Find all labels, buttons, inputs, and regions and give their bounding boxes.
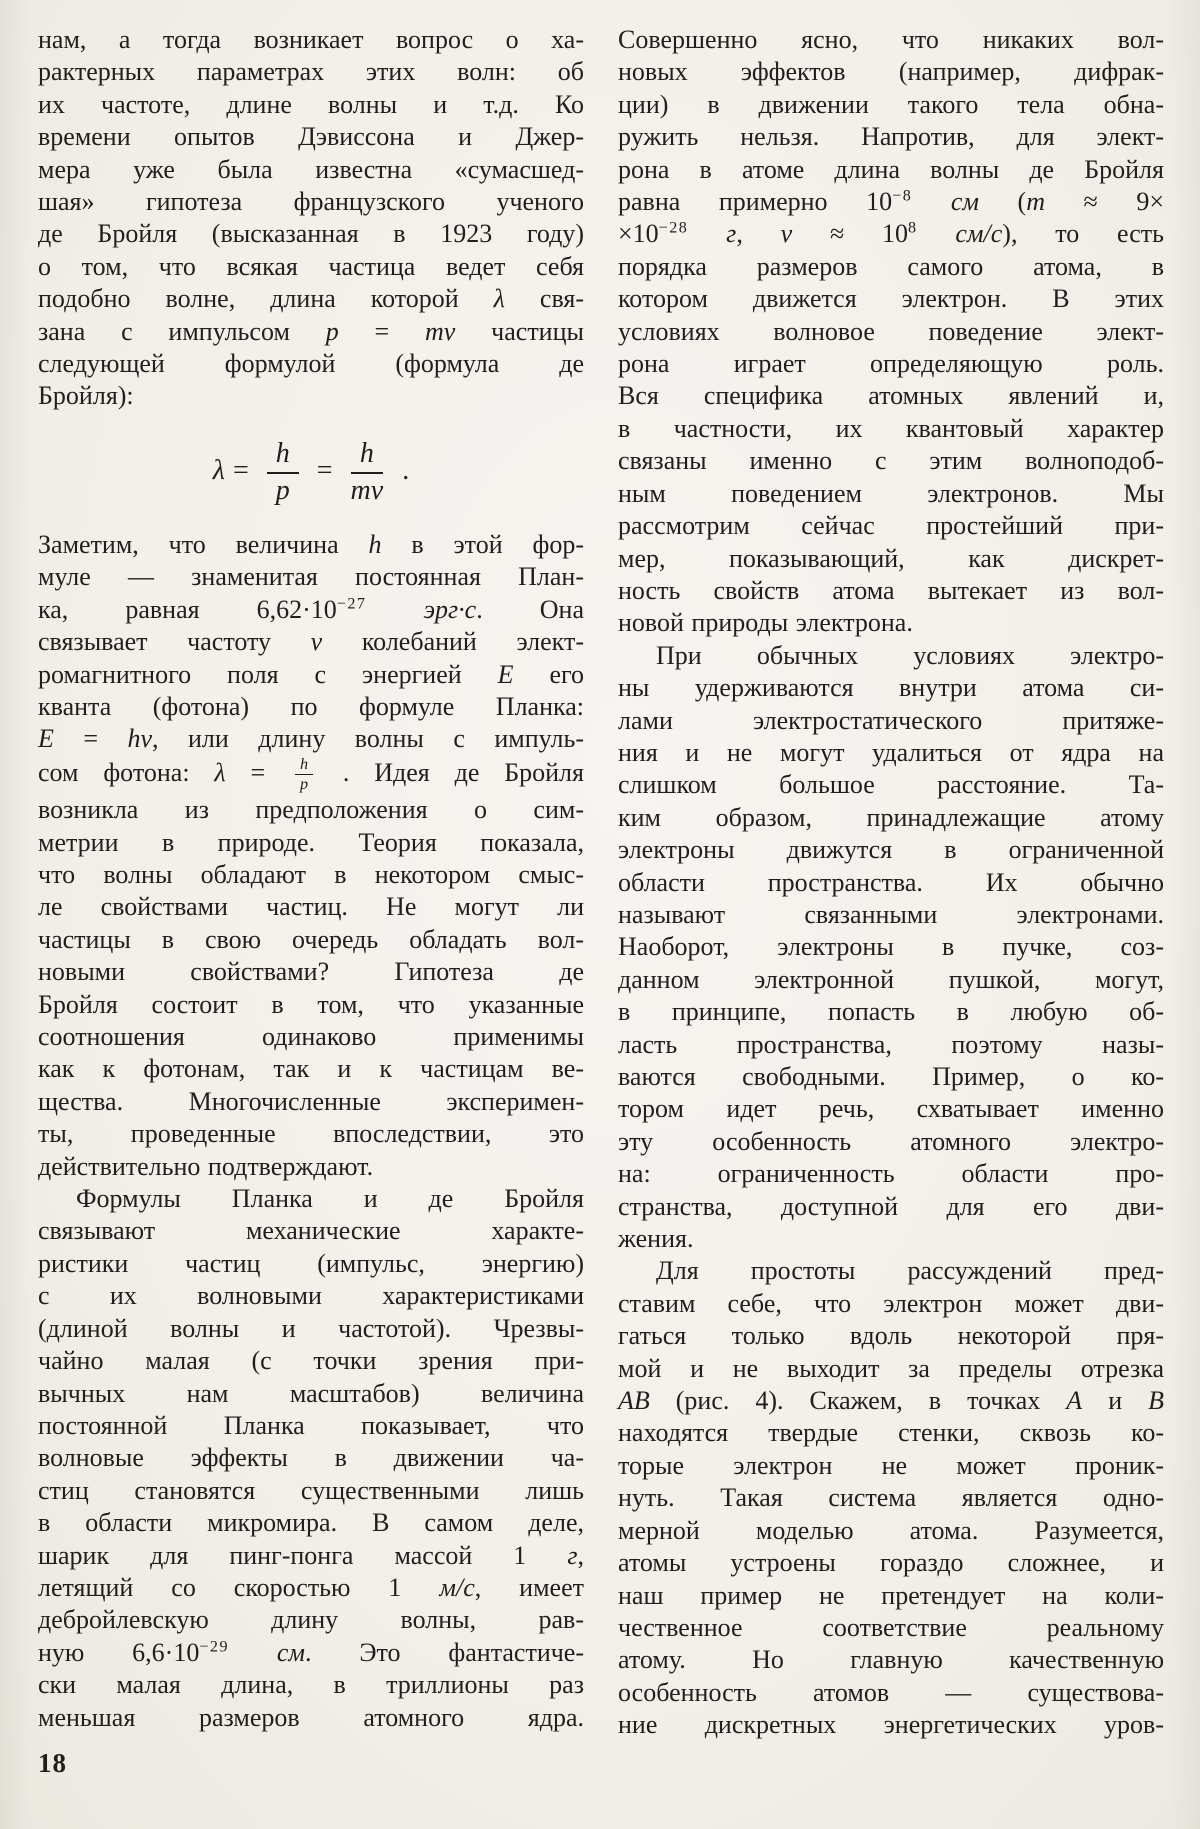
- text-line: связывают механические характе-: [38, 1216, 584, 1246]
- text-line: волновые эффекты в движении ча-: [38, 1443, 584, 1473]
- text-line: новой природы электрона.: [618, 608, 913, 638]
- de-broglie-formula: λ = $\frac{h}{p}$ = $\frac{h}{mv}$ .: [212, 437, 410, 506]
- text-line: ния и не могут удалиться от ядра на: [618, 737, 1164, 767]
- text-line: рактерных параметрах этих волн: об: [38, 57, 584, 87]
- text-line: как к фотонам, так и к частицам ве-: [38, 1054, 584, 1084]
- text-line: равна примерно $10^{-8}$ см (m ≈ 9×: [618, 187, 1165, 217]
- text-line: Совершенно ясно, что никаких вол-: [618, 25, 1164, 54]
- text-line: постоянной Планка показывает, что: [38, 1410, 584, 1440]
- text-line: Вся специфика атомных явлений и,: [618, 381, 1164, 411]
- text-line: условиях волновое поведение элект-: [618, 316, 1164, 346]
- text-line: Бройля):: [38, 381, 134, 411]
- text-line: рона играет определяющую роль.: [618, 349, 1164, 379]
- text-line: атому. Но главную качественную: [618, 1645, 1164, 1675]
- text-line: мой и не выходит за пределы отрезка: [618, 1353, 1164, 1383]
- text-line: AB (рис. 4). Скажем, в точках A и B: [618, 1386, 1165, 1416]
- text-line: чайно малая (с точки зрения при-: [38, 1346, 584, 1376]
- text-line: зана с импульсом p = mv частицы: [38, 316, 584, 346]
- text-line: ски малая длина, в триллионы раз: [38, 1670, 584, 1700]
- text-line: в частности, их квантовый характер: [618, 413, 1164, 443]
- text-line: Формулы Планка и де Бройля: [76, 1184, 584, 1214]
- text-line: мерной моделью атома. Разумеется,: [618, 1515, 1164, 1545]
- text-line: ны удерживаются внутри атома си-: [618, 673, 1164, 703]
- text-line: странства, доступной для его дви-: [618, 1191, 1164, 1221]
- text-line: электроны движутся в ограниченной: [618, 835, 1164, 865]
- text-line: атомы устроены гораздо сложнее, и: [618, 1548, 1164, 1578]
- text-line: шая» гипотеза французского ученого: [38, 187, 584, 217]
- text-line: находятся твердые стенки, сквозь ко-: [618, 1418, 1164, 1448]
- text-line: торые электрон не может проник-: [618, 1450, 1164, 1480]
- left-text-column: [38, 24, 584, 1734]
- text-line: нуть. Такая система является одно-: [618, 1483, 1164, 1513]
- text-line: гаться только вдоль некоторой пря-: [618, 1321, 1164, 1351]
- text-line: щества. Многочисленные эксперимен-: [38, 1086, 584, 1116]
- text-line: области пространства. Их обычно: [618, 867, 1164, 897]
- text-line: $\times 10^{-28}$ г, $v \approx 10^8$ см/с), то есть: [618, 219, 1165, 249]
- text-line: При обычных условиях электро-: [656, 640, 1164, 670]
- text-line: рона в атоме длина волны де Бройля: [618, 154, 1164, 184]
- text-line: наш пример не претендует на коли-: [618, 1580, 1164, 1610]
- text-line: ле свойствами частиц. Не могут ли: [38, 892, 584, 922]
- text-line: (длиной волны и частотой). Чрезвы-: [38, 1313, 584, 1343]
- text-line: Бройля состоит в том, что указанные: [38, 989, 584, 1019]
- text-line: их частоте, длине волны и т.д. Ко: [38, 89, 584, 119]
- text-line: метрии в природе. Теория показала,: [38, 827, 584, 857]
- text-line: данном электронной пушкой, могут,: [618, 964, 1164, 994]
- text-line: мера уже была известна «сумасшед-: [38, 154, 584, 184]
- text-line: связывает частоту ν колебаний элект-: [38, 627, 584, 657]
- right-text-column: [618, 24, 1164, 1742]
- text-line: котором движется электрон. В этих: [618, 284, 1164, 314]
- text-line: летящий со скоростью 1 м/с, имеет: [38, 1572, 584, 1602]
- text-line: Для простоты рассуждений пред-: [656, 1256, 1164, 1286]
- text-line: в области микромира. В самом деле,: [38, 1508, 584, 1538]
- text-line: с их волновыми характеристиками: [38, 1281, 584, 1311]
- text-line: вычных нам масштабов) величина: [38, 1378, 584, 1408]
- text-line: на: ограниченность области про-: [618, 1159, 1164, 1189]
- text-line: лами электростатического притяже-: [618, 705, 1164, 735]
- text-line: следующей формулой (формула де: [38, 349, 584, 379]
- text-line: действительно подтверждают.: [38, 1151, 374, 1181]
- text-line: новыми свойствами? Гипотеза де: [38, 957, 584, 987]
- text-line: возникла из предположения о сим-: [38, 795, 584, 825]
- text-line: подобно волне, длина которой λ свя-: [38, 284, 585, 314]
- text-line: сом фотона: λ = $\frac{h}{p}$ . Идея де Бройля: [38, 755, 584, 794]
- text-line: ние дискретных энергетических уров-: [618, 1710, 1164, 1740]
- text-line: частицы в свою очередь обладать вол-: [38, 924, 584, 954]
- text-line: кванта (фотона) по формуле Планка:: [38, 691, 584, 721]
- text-line: в принципе, попасть в любую об-: [618, 997, 1164, 1027]
- text-line: связаны именно с этим волноподоб-: [618, 446, 1164, 476]
- text-line: ность свойств атома вытекает из вол-: [618, 575, 1164, 605]
- text-line: времени опытов Дэвиссона и Джер-: [38, 122, 584, 152]
- text-line: ным поведением электронов. Мы: [618, 478, 1164, 508]
- text-line: о том, что всякая частица ведет себя: [38, 251, 584, 281]
- text-line: нам, а тогда возникает вопрос о ха-: [38, 25, 584, 54]
- text-line: ристики частиц (импульс, энергию): [38, 1248, 584, 1278]
- text-line: жения.: [618, 1224, 694, 1254]
- text-line: меньшая размеров атомного ядра.: [38, 1702, 584, 1732]
- text-line: новых эффектов (например, дифрак-: [618, 57, 1164, 87]
- text-line: муле — знаменитая постоянная План-: [38, 562, 584, 592]
- text-line: ную $6,6\cdot 10^{-29}$ см. Это фантастиче-: [38, 1637, 585, 1667]
- text-line: E = hν, или длину волны с импуль-: [38, 724, 584, 754]
- text-line: ромагнитного поля с энергией E его: [38, 659, 585, 689]
- text-line: называют связанными электронами.: [618, 899, 1164, 929]
- text-line: ты, проведенные впоследствии, это: [38, 1119, 584, 1149]
- text-line: что волны обладают в некотором смыс-: [38, 860, 584, 889]
- text-line: Заметим, что величина h в этой фор-: [38, 529, 584, 559]
- text-line: ции) в движении такого тела обна-: [618, 89, 1164, 119]
- text-line: стиц становятся существенными лишь: [38, 1475, 584, 1505]
- text-line: чественное соответствие реальному: [618, 1612, 1164, 1642]
- text-line: Наоборот, электроны в пучке, соз-: [618, 932, 1164, 962]
- text-line: рассмотрим сейчас простейший при-: [618, 511, 1164, 541]
- text-line: порядка размеров самого атома, в: [618, 251, 1164, 281]
- text-line: особенность атомов — существова-: [618, 1677, 1164, 1707]
- text-line: соотношения одинаково применимы: [38, 1022, 584, 1052]
- text-line: ким образом, принадлежащие атому: [618, 802, 1164, 832]
- text-line: ставим себе, что электрон может дви-: [618, 1288, 1164, 1318]
- text-line: ружить нельзя. Напротив, для элект-: [618, 122, 1164, 152]
- page-number: 18: [38, 1748, 67, 1778]
- text-line: ка, равная $6,62\cdot 10^{-27}$ эрг·с. Она: [38, 594, 585, 624]
- text-line: де Бройля (высказанная в 1923 году): [38, 219, 584, 249]
- text-line: ласть пространства, поэтому назы-: [618, 1029, 1164, 1059]
- text-line: мер, показывающий, как дискрет-: [618, 543, 1164, 573]
- text-line: эту особенность атомного электро-: [618, 1126, 1164, 1156]
- text-line: дебройлевскую длину волны, рав-: [38, 1605, 584, 1635]
- text-line: шарик для пинг-понга массой 1 г,: [38, 1540, 584, 1570]
- text-line: слишком большое расстояние. Та-: [618, 770, 1164, 800]
- text-line: тором идет речь, схватывает именно: [618, 1094, 1164, 1124]
- text-line: ваются свободными. Пример, о ко-: [618, 1062, 1164, 1091]
